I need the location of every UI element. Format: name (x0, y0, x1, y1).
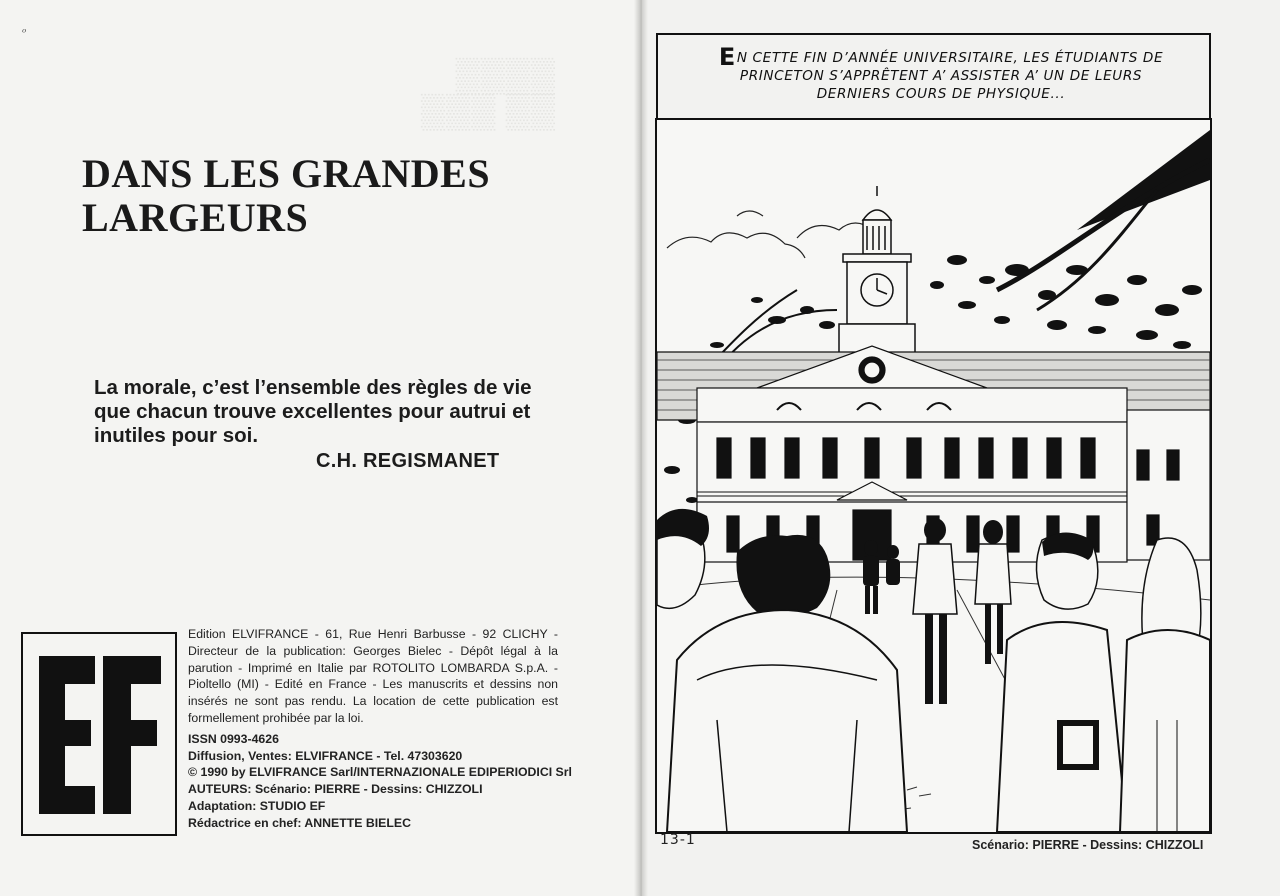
title-line-1: DANS LES GRANDES (82, 151, 491, 196)
book-gutter (634, 0, 648, 896)
adaptation-line: Adaptation: STUDIO EF (188, 798, 326, 813)
legal-details (188, 731, 572, 832)
corner-mark: ᵒ (22, 26, 27, 39)
title-line-2: LARGEURS (82, 195, 309, 240)
campus-illustration (657, 120, 1210, 832)
caption-line-3: DERNIERS COURS DE PHYSIQUE... (816, 86, 1066, 102)
panel-number: 13-1 (660, 832, 696, 848)
editor-line: Rédactrice en chef: ANNETTE BIELEC (188, 815, 411, 830)
publisher-logo (21, 632, 177, 836)
comic-panel (655, 118, 1212, 834)
legal-notice (188, 626, 572, 832)
legal-paragraph: Edition ELVIFRANCE - 61, Rue Henri Barbusse - 92 CLICHY - Directeur de la publication: Georges Bielec - Dépôt légal à la parution - Imprimé en Italie par ROTOLITO LOMBARDA S.p.A. - Pioltello (MI) - Edité en France - Les manuscrits et dessins non insérés ne sont pas rendu. La location de cette publication est formellement prohibée par la loi. (188, 627, 558, 725)
caption-line-2: PRINCETON S’APPRÊTENT A’ ASSISTER A’ UN DE LEURS (739, 68, 1143, 84)
epigraph-quote: La morale, c’est l’ensemble des règles de vie que chacun trouve excellentes pour autrui et inutiles pour soi. (94, 376, 532, 447)
issn-line: ISSN 0993-4626 (188, 731, 279, 746)
caption-line-1: EN CETTE FIN D’ANNÉE UNIVERSITAIRE, LES ÉTUDIANTS DE (718, 43, 1164, 71)
diffusion-line: Diffusion, Ventes: ELVIFRANCE - Tel. 47303620 (188, 748, 463, 763)
clock-tower (839, 186, 915, 354)
book-title (82, 152, 582, 240)
epigraph-author: C.H. REGISMANET (316, 450, 500, 472)
ef-logo-icon (23, 634, 175, 834)
show-through-ghost: ▒▒▒▒ ▒▒ ▒▒▒ (420, 57, 555, 130)
authors-line: AUTEURS: Scénario: PIERRE - Dessins: CHIZZOLI (188, 782, 483, 797)
page-credits: Scénario: PIERRE - Dessins: CHIZZOLI (972, 838, 1204, 852)
caption-initial: E (718, 43, 736, 71)
narration-caption (676, 43, 1206, 103)
clouds (667, 211, 1193, 370)
copyright-line: © 1990 by ELVIFRANCE Sarl/INTERNAZIONALE EDIPERIODICI Srl (188, 765, 572, 780)
